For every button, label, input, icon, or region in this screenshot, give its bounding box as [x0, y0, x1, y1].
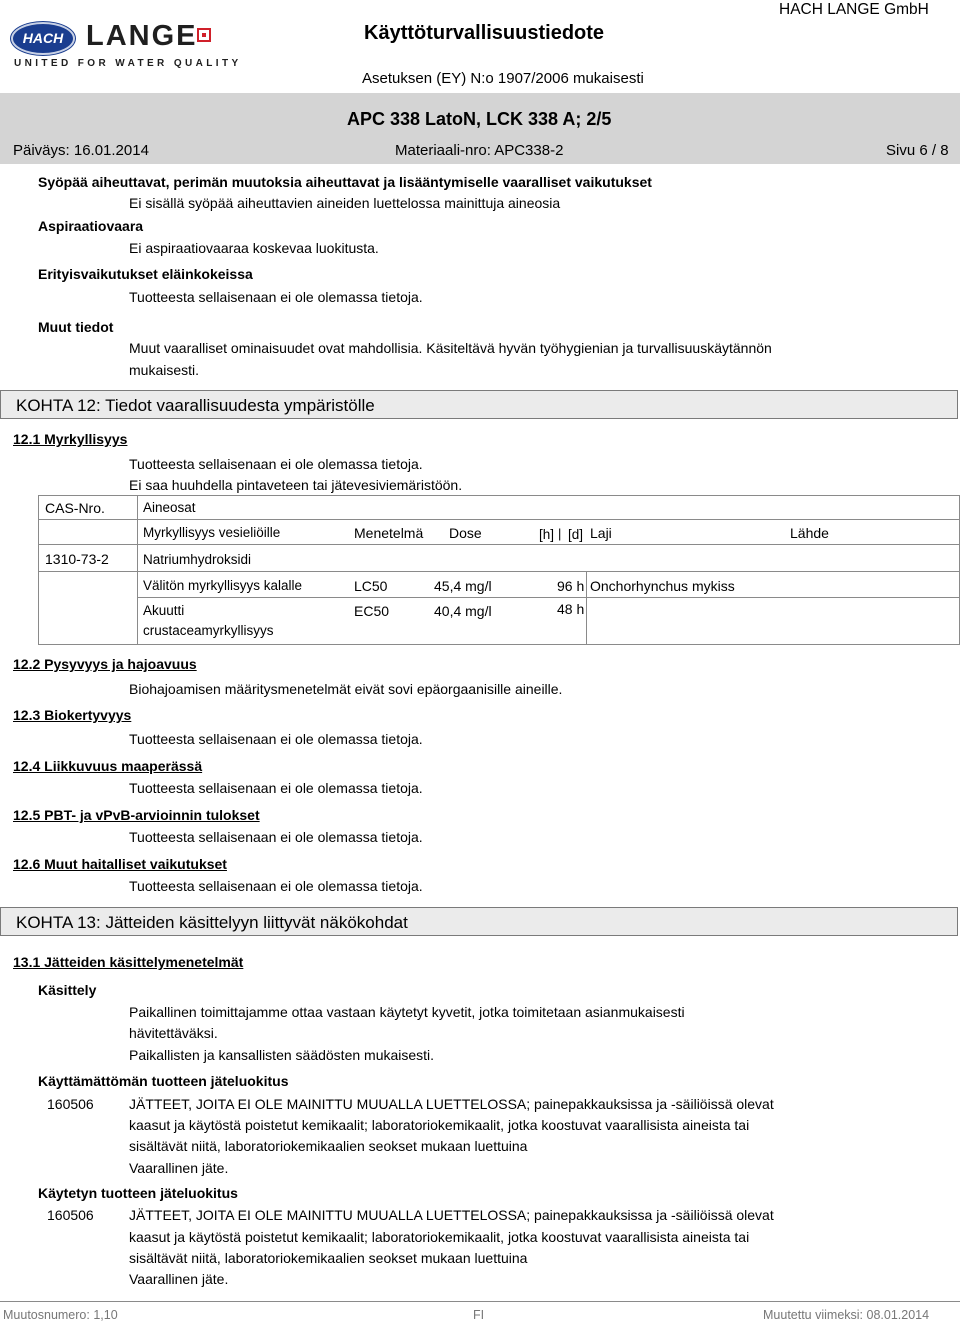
- section-13-header: KOHTA 13: Jätteiden käsittelyyn liittyvät näkökohdat: [0, 907, 958, 936]
- pbt-text: Tuotteesta sellaisenaan ei ole olemassa tietoja.: [129, 829, 423, 845]
- persistence-title: 12.2 Pysyvyys ja hajoavuus: [13, 656, 197, 672]
- substance-name: Natriumhydroksidi: [143, 552, 252, 567]
- mobility-text: Tuotteesta sellaisenaan ei ole olemassa tietoja.: [129, 780, 423, 796]
- footer-modified: Muutettu viimeksi: 08.01.2014: [763, 1308, 930, 1322]
- other-info-line2: mukaisesti.: [129, 362, 200, 378]
- hach-logo-badge: HACH: [11, 22, 75, 55]
- carcinogenic-title: Syöpää aiheuttavat, perimän muutoksia aiheuttavat ja lisääntymiselle vaaralliset vaikutukset: [38, 174, 652, 190]
- other-effects-title: 12.6 Muut haitalliset vaikutukset: [13, 856, 227, 872]
- used-waste-line1: JÄTTEET, JOITA EI OLE MAINITTU MUUALLA LUETTELOSSA; painepakkauksissa ja -säiliöissä olevat: [129, 1207, 774, 1223]
- used-waste-line3: sisältävät niitä, laboratoriokemikaalien seokset mukaan luettuina: [129, 1250, 528, 1266]
- subheader-cell: [137, 519, 960, 545]
- mobility-title: 12.4 Liikkuvuus maaperässä: [13, 758, 203, 774]
- crustacea-dose: 40,4 mg/l: [434, 603, 492, 619]
- cas-cell: [38, 544, 138, 572]
- crustacea-toxicity-line1: Akuutti: [143, 603, 185, 618]
- lange-logo-mark-icon: [197, 28, 211, 42]
- unused-waste-code: 160506: [47, 1096, 94, 1112]
- cas-blank-cell: [38, 571, 138, 645]
- toxicity-line2: Ei saa huuhdella pintaveteen tai jätevesiviemäristöön.: [129, 477, 463, 493]
- footer-revision: Muutosnumero: 1,10: [3, 1308, 118, 1322]
- material-number: Materiaali-nro: APC338-2: [395, 142, 564, 159]
- handling-line2: hävitettäväksi.: [129, 1025, 218, 1041]
- handling-label: Käsittely: [38, 982, 97, 998]
- toxicity-title: 12.1 Myrkyllisyys: [13, 431, 128, 447]
- regulation-text: Asetuksen (EY) N:o 1907/2006 mukaisesti: [362, 70, 644, 87]
- unused-waste-line3: sisältävät niitä, laboratoriokemikaalien seokset mukaan luettuina: [129, 1138, 528, 1154]
- other-info-title: Muut tiedot: [38, 319, 114, 335]
- header-toxicity: Myrkyllisyys vesieliöille: [143, 525, 281, 540]
- fish-row-main: [137, 571, 587, 598]
- used-waste-code: 160506: [47, 1207, 94, 1223]
- bioaccumulation-text: Tuotteesta sellaisenaan ei ole olemassa tietoja.: [129, 731, 423, 747]
- fish-species-cell: [586, 571, 960, 598]
- header-separator: |: [558, 526, 562, 541]
- crustacea-method: EC50: [354, 603, 390, 619]
- header-ingredients-cell: [137, 495, 960, 520]
- bioaccumulation-title: 12.3 Biokertyvyys: [13, 707, 132, 723]
- header-cas-cell: [38, 495, 138, 520]
- unused-waste-line2: kaasut ja käytöstä poistetut kemikaalit; laboratoriokemikaalit, jotka koostuvat vaarallisista aineista tai: [129, 1117, 750, 1133]
- header-dose: Dose: [449, 525, 482, 541]
- other-info-line1: Muut vaaralliset ominaisuudet ovat mahdollisia. Käsiteltävä hyvän työhygienian ja turvallisuuskäytännön: [129, 340, 772, 356]
- crustacea-toxicity-line2: crustaceamyrkyllisyys: [143, 623, 274, 638]
- unused-waste-line1: JÄTTEET, JOITA EI OLE MAINITTU MUUALLA LUETTELOSSA; painepakkauksissa ja -säiliöissä olevat: [129, 1096, 774, 1112]
- other-effects-text: Tuotteesta sellaisenaan ei ole olemassa tietoja.: [129, 878, 423, 894]
- fish-species: Onchorhynchus mykiss: [590, 578, 735, 594]
- subheader-blank-cell: [38, 519, 138, 545]
- crustacea-time: 48 h: [557, 601, 585, 617]
- header-method: Menetelmä: [354, 525, 424, 541]
- page-number: Sivu 6 / 8: [886, 142, 949, 159]
- persistence-text: Biohajoamisen määritysmenetelmät eivät sovi epäorgaanisille aineille.: [129, 681, 563, 697]
- used-waste-label: Käytetyn tuotteen jäteluokitus: [38, 1185, 238, 1201]
- animal-tests-text: Tuotteesta sellaisenaan ei ole olemassa tietoja.: [129, 289, 423, 305]
- company-name: HACH LANGE GmbH: [779, 1, 929, 18]
- logo-tagline: UNITED FOR WATER QUALITY: [14, 58, 242, 69]
- aspiration-text: Ei aspiraatiovaaraa koskevaa luokitusta.: [129, 240, 379, 256]
- carcinogenic-text: Ei sisällä syöpää aiheuttavien aineiden luettelossa mainittuja aineosia: [129, 195, 561, 211]
- animal-tests-title: Erityisvaikutukset eläinkokeissa: [38, 266, 253, 282]
- header-source: Lähde: [790, 525, 829, 541]
- handling-line3: Paikallisten ja kansallisten säädösten mukaisesti.: [129, 1047, 435, 1063]
- waste-methods-title: 13.1 Jätteiden käsittelymenetelmät: [13, 954, 244, 970]
- section-12-header: KOHTA 12: Tiedot vaarallisuudesta ympäristölle: [0, 390, 958, 419]
- document-title: Käyttöturvallisuustiedote: [364, 22, 605, 44]
- unused-waste-line4: Vaarallinen jäte.: [129, 1160, 229, 1176]
- footer-language: FI: [473, 1308, 485, 1322]
- header-ingredients: Aineosat: [143, 500, 196, 515]
- fish-dose: 45,4 mg/l: [434, 578, 492, 594]
- product-name: APC 338 LatoN, LCK 338 A; 2/5: [347, 109, 612, 129]
- header-days: [d]: [568, 527, 584, 542]
- header-hours: [h]: [539, 527, 555, 542]
- crustacea-row-main: [137, 597, 587, 645]
- pbt-title: 12.5 PBT- ja vPvB-arvioinnin tulokset: [13, 807, 260, 823]
- aspiration-title: Aspiraatiovaara: [38, 218, 144, 234]
- header-species: Laji: [590, 525, 612, 541]
- fish-toxicity: Välitön myrkyllisyys kalalle: [143, 578, 303, 593]
- unused-waste-label: Käyttämättömän tuotteen jäteluokitus: [38, 1073, 289, 1089]
- toxicity-line1: Tuotteesta sellaisenaan ei ole olemassa tietoja.: [129, 456, 423, 472]
- substance-cell: [137, 544, 960, 572]
- toxicity-table: [38, 495, 960, 645]
- cas-number: 1310-73-2: [45, 551, 109, 567]
- handling-line1: Paikallinen toimittajamme ottaa vastaan käytetyt kyvetit, jotka toimitetaan asianmukaisesti: [129, 1004, 685, 1020]
- header-cas: CAS-Nro.: [45, 500, 105, 516]
- used-waste-line4: Vaarallinen jäte.: [129, 1271, 229, 1287]
- footer-rule: [0, 1301, 960, 1302]
- crustacea-species-cell: [586, 597, 960, 645]
- used-waste-line2: kaasut ja käytöstä poistetut kemikaalit; laboratoriokemikaalit, jotka koostuvat vaarallisista aineista tai: [129, 1229, 750, 1245]
- fish-time: 96 h: [557, 578, 585, 594]
- lange-logo-word: LANGE: [86, 20, 198, 52]
- fish-method: LC50: [354, 578, 388, 594]
- print-date: Päiväys: 16.01.2014: [13, 142, 149, 159]
